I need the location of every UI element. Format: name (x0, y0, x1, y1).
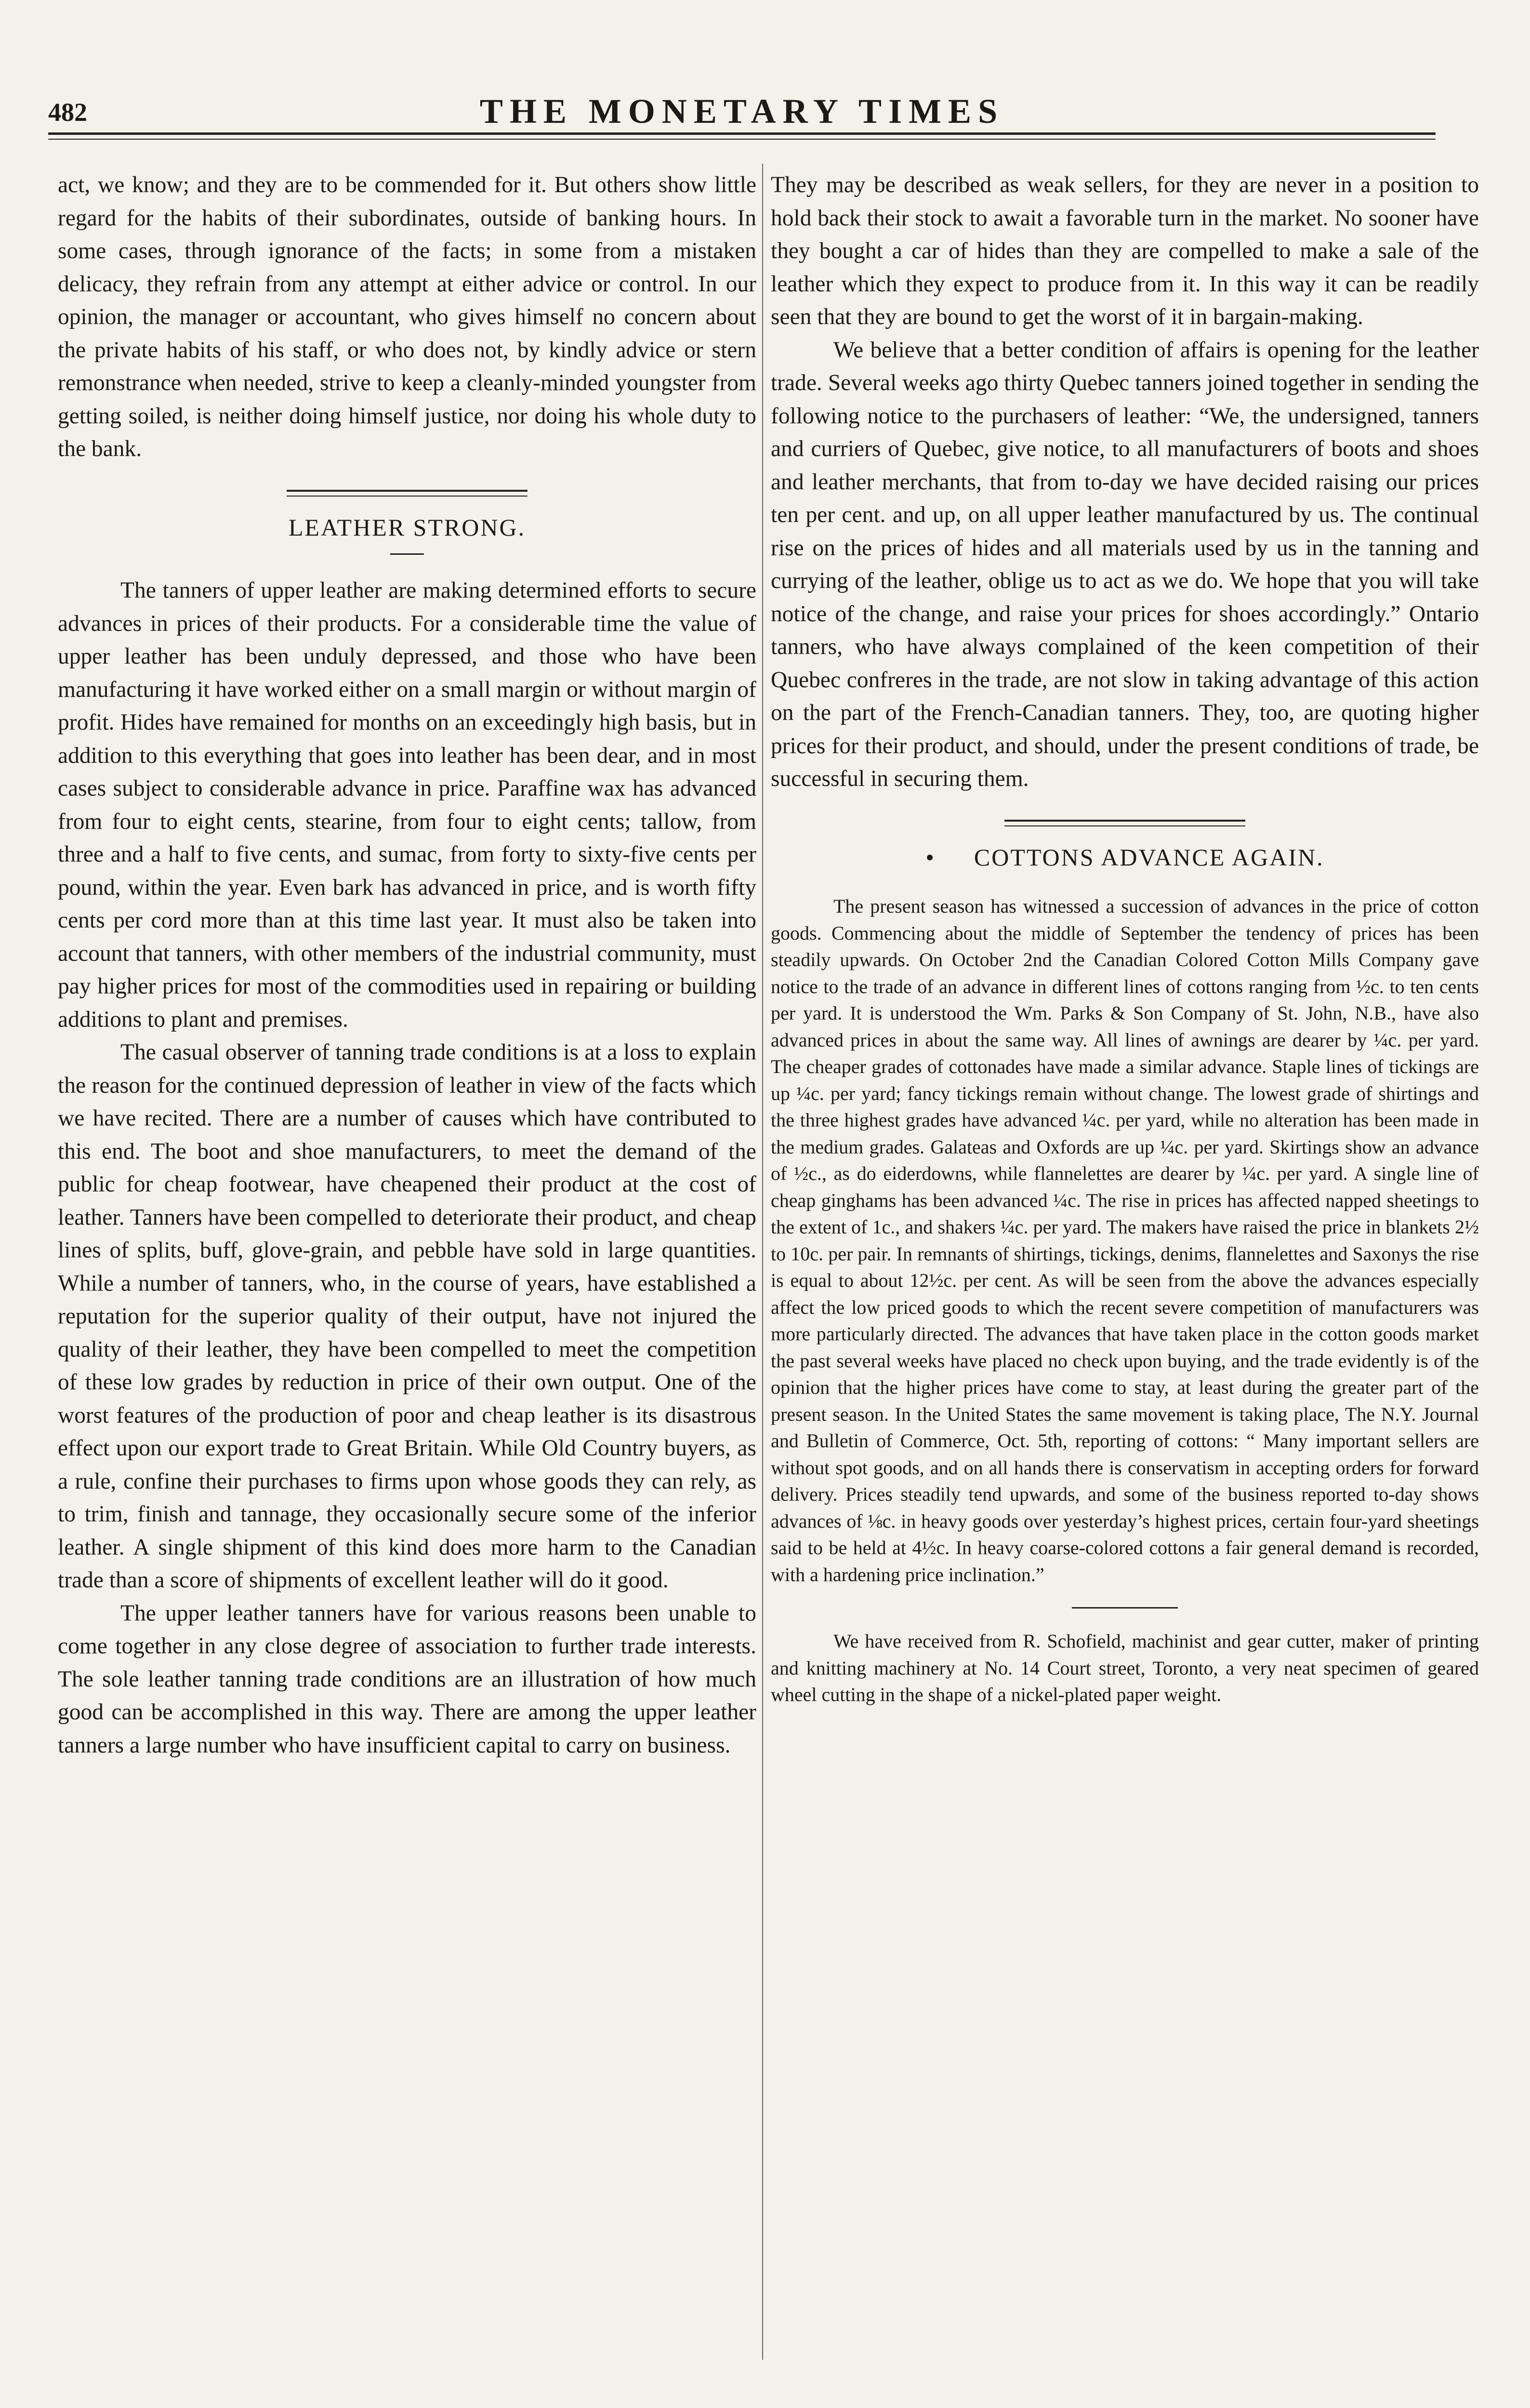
bullet-mark: • (925, 843, 936, 871)
section-heading-leather: LEATHER STRONG. (288, 513, 526, 541)
paragraph: The upper leather tanners have for various reasons been unable to come together in any close degree of association to further trade interests. The sole leather tanning trade conditions are an illustration of how much good can be accomplished in this way. There are among the upper leather tanners a large number who have insufficient capital to carry on business. (58, 1600, 756, 1758)
left-column (58, 169, 756, 1762)
paragraph: They may be described as weak sellers, for they are never in a position to hold back their stock to await a favorable turn in the market. No sooner have they bought a car of hides than they are compelled to make a sale of the leather which they expect to produce from it. In this way it can be readily seen that they are bound to get the worst of it in bargain-making. (771, 172, 1479, 329)
section-heading-text: COTTONS ADVANCE AGAIN. (974, 843, 1324, 871)
right-column (771, 169, 1479, 1708)
masthead-title: THE MONETARY TIMES (479, 92, 1004, 131)
header-rule (48, 132, 1436, 135)
page-number: 482 (48, 98, 87, 127)
paragraph: We believe that a better condition of affairs is opening for the leather trade. Several weeks ago thirty Quebec tanners joined together in sending the following notice to the purchasers of leather: “We, the undersigned, tanners and curriers of Quebec, give notice, to all manufacturers of boots and shoes and leather merchants, that from to-day we have decided raising our prices ten per cent. and up, on all upper leather manufactured by us. The continual rise on the prices of hides and all materials used by us in the tanning and currying of the leather, oblige us to act as we do. We hope that you will take notice of the change, and raise your prices for shoes accordingly.” Ontario tanners, who have always complained of the keen competition of their Quebec confreres in the trade, are not slow in taking advantage of this action on the part of the French-Canadian tanners. They, too, are quoting higher prices for their product, and should, under the present conditions of trade, be successful in securing them. (771, 337, 1479, 791)
paragraph: We have received from R. Schofield, machinist and gear cutter, maker of printing and knitting machinery at No. 14 Court street, Toronto, a very neat specimen of geared wheel cutting in the shape of a nickel-plated paper weight. (771, 1630, 1479, 1705)
paragraph: The casual observer of tanning trade conditions is at a loss to explain the reason for the continued depression of leather in view of the facts which we have recited. There are a number of causes which have contributed to this end. The boot and shoe manufacturers, to meet the demand of the public for cheap footwear, have cheapened their product at the cost of leather. Tanners have been compelled to deteriorate their product, and cheap lines of splits, buff, glove-grain, and pebble have sold in large quantities. While a number of tanners, who, in the course of years, have established a reputation for the superior quality of their output, have not injured the quality of their leather, they have been compelled to meet the competition of these low grades by reduction in price of their own output. One of the worst features of the production of poor and cheap leather is its disastrous effect upon our export trade to Great Britain. While Old Country buyers, as a rule, confine their purchases to firms upon whose goods they can rely, as to trim, finish and tannage, they occasionally secure some of the inferior leather. A single shipment of this kind does more harm to the Canadian trade than a score of shipments of excellent leather will do it good. (58, 1040, 756, 1593)
paragraph: The present season has witnessed a succession of advances in the price of cotton goods. Commencing about the middle of September the tendency of prices has been steadily upwards. On October 2nd the Canadian Colored Cotton Mills Company gave notice to the trade of an advance in different lines of cottons ranging from ½c. to ten cents per yard. It is understood the Wm. Parks & Son Company of St. John, N.B., have also advanced prices in about the same way. All lines of awnings are dearer by ¼c. per yard. The cheaper grades of cottonades have made a similar advance. Staple lines of tickings are up ¼c. per yard; fancy tickings remain without change. The lowest grade of shirtings and the three highest grades have advanced ¼c. per yard, while no alteration has been made in the medium grades. Galateas and Oxfords are up ¼c. per yard. Skirtings show an advance of ½c., as do eiderdowns, while flannelettes are dearer by ¼c. per yard. A single line of cheap ginghams has been advanced ¼c. The rise in prices has affected napped sheetings to the extent of 1c., and shakers ¼c. per yard. The makers have raised the price in blankets 2½ to 10c. per pair. In remnants of shirtings, tickings, denims, flannelettes and Saxonys the rise is equal to about 12½c. per cent. As will be seen from the above the advances especially affect the low priced goods to which the recent severe competition of manufacturers was more particularly directed. The advances that have taken place in the cotton goods market the past several weeks have placed no check upon buying, and the trade evidently is of the opinion that the higher prices have come to stay, at least during the greater part of the present season. In the United States the same movement is taking place, The N.Y. Journal and Bulletin of Commerce, Oct. 5th, reporting of cottons: “ Many important sellers are without spot goods, and on all hands there is conservatism in accepting orders for forward delivery. Prices steadily tend upwards, and some of the business reported to-day shows advances of ⅛c. in heavy goods over yesterday’s highest prices, certain four-yard sheetings said to be held at 4½c. In heavy coarse-colored cottons a fair general demand is recorded, with a hardening price inclination.” (771, 895, 1479, 1585)
header-rule-thin (48, 139, 1436, 140)
section-separator-short (1072, 1607, 1178, 1609)
section-separator (287, 490, 528, 497)
heading-rule (390, 553, 424, 555)
column-divider (762, 164, 763, 2360)
paragraph: act, we know; and they are to be commended for it. But others show little regard for the habits of their subordinates, outside of banking hours. In some cases, through ignorance of the facts; in some from a mistaken delicacy, they refrain from any attempt at either advice or control. In our opinion, the manager or accountant, who gives himself no concern about the private habits of his staff, or who does not, by kindly advice or stern remonstrance when needed, strive to keep a cleanly-minded youngster from getting soiled, is neither doing himself justice, nor doing his whole duty to the bank. (58, 172, 756, 461)
section-heading-cottons (771, 841, 1479, 874)
section-separator (1004, 820, 1245, 826)
paragraph: The tanners of upper leather are making determined efforts to secure advances in prices of their products. For a considerable time the value of upper leather has been unduly depressed, and those who have been manufacturing it have worked either on a small margin or without margin of profit. Hides have remained for months on an exceedingly high basis, but in addition to this everything that goes into leather has been dear, and in most cases subject to considerable advance in price. Paraffine wax has advanced from four to eight cents, stearine, from four to eight cents; tallow, from three and a half to five cents, and sumac, from forty to sixty-five cents per pound, within the year. Even bark has advanced in price, and is worth fifty cents per cord more than at this time last year. It must also be taken into account that tanners, with other members of the industrial community, must pay higher prices for most of the commodities used in repairing or building additions to plant and premises. (58, 578, 756, 1032)
